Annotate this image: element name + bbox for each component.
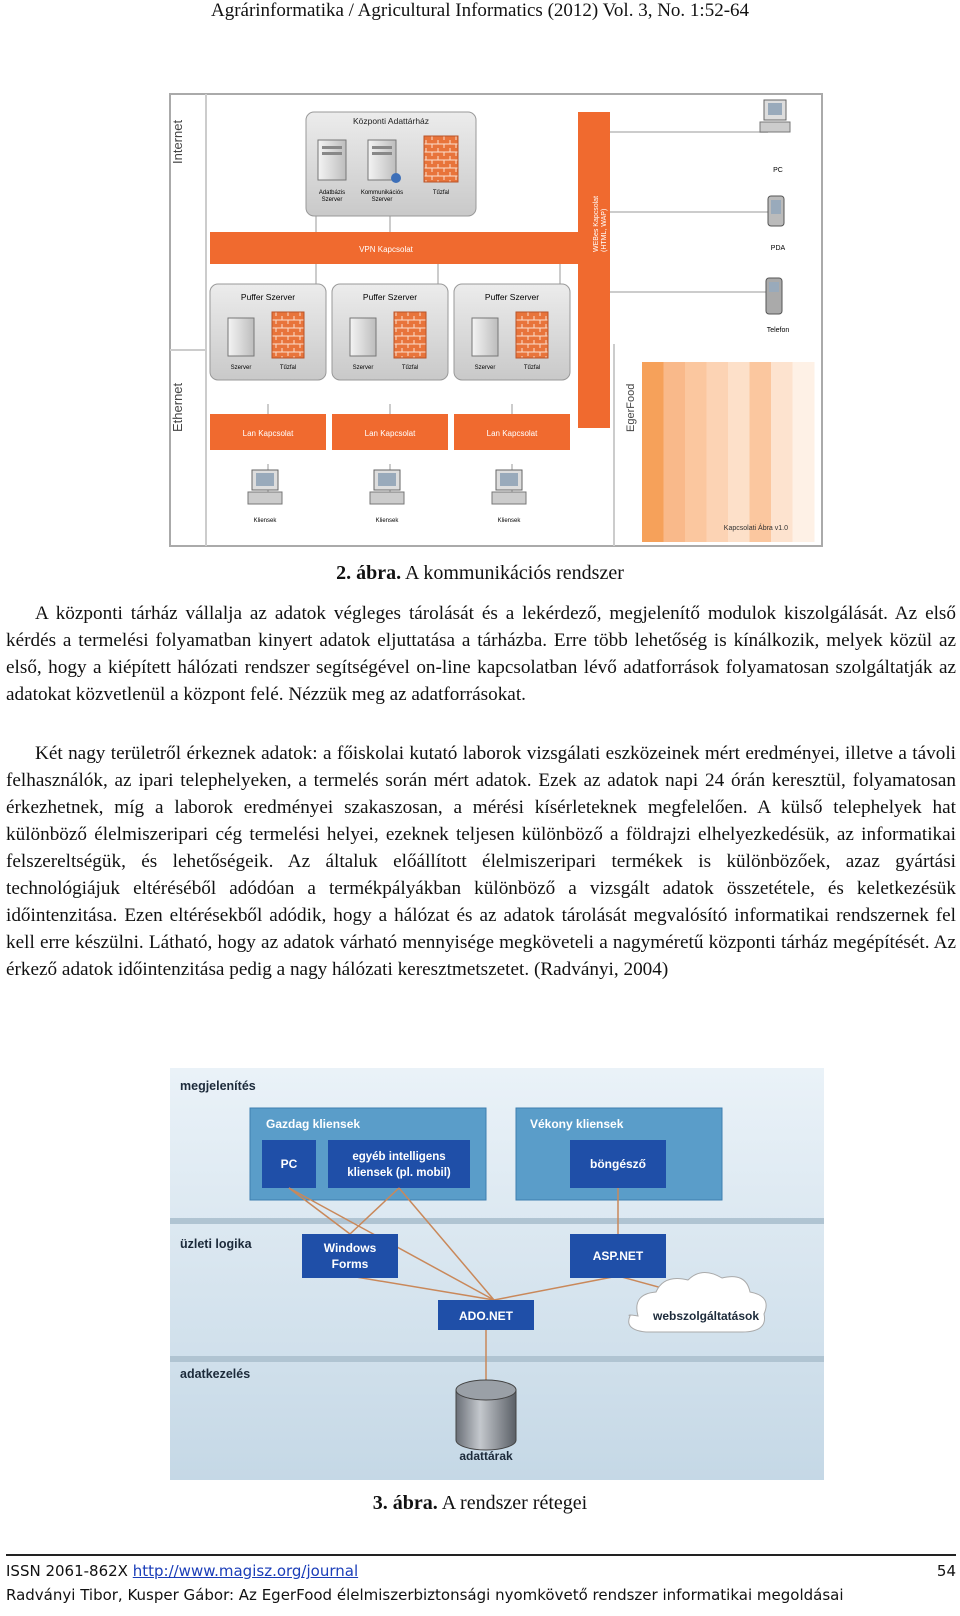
central-firewall-label: Tűzfal <box>432 190 450 196</box>
body-text-1 <box>6 600 956 708</box>
footer-rule <box>6 1554 956 1556</box>
web-connection-label-2: (HTML, WAP) <box>601 208 608 252</box>
pc-device-label: PC <box>773 167 783 174</box>
buffer-server-group-3 <box>454 284 570 380</box>
server-icon <box>472 318 498 356</box>
client-pc-icon <box>248 470 282 504</box>
buffer-server-title: Puffer Szerver <box>362 292 418 302</box>
egerfood-bar <box>664 362 686 542</box>
egerfood-bar <box>750 362 772 542</box>
aspnet-label: ASP.NET <box>592 1249 644 1263</box>
figure1-caption <box>0 562 960 585</box>
egerfood-color-bars <box>642 362 815 542</box>
lan-label: Lan Kapcsolat <box>486 429 538 438</box>
db-server-icon <box>318 140 346 180</box>
pc-box-label: PC <box>280 1157 298 1171</box>
diagram-version-label: Kapcsolati Ábra v1.0 <box>723 525 788 532</box>
pda-device-icon <box>768 196 784 226</box>
client-pc-icon <box>492 470 526 504</box>
web-connection-bar <box>578 112 610 428</box>
server-label: Szerver <box>230 365 252 371</box>
rich-clients-title: Gazdag kliensek <box>266 1117 361 1131</box>
windows-forms-label: Windows <box>323 1241 377 1255</box>
egerfood-bar <box>685 362 707 542</box>
journal-link[interactable]: http://www.magisz.org/journal <box>132 1562 359 1580</box>
mobile-clients-box <box>328 1140 470 1188</box>
footer-line-1 <box>6 1562 956 1580</box>
figure2-number: 3. ábra. <box>372 1492 438 1514</box>
mobile-clients-label: egyéb intelligens <box>352 1151 446 1163</box>
client-label: Kliensek <box>497 518 521 524</box>
comm-server-label: Kommunikációs <box>360 190 404 196</box>
server-label: Szerver <box>352 365 374 371</box>
figure2-caption <box>0 1492 960 1515</box>
firewall-label: Tűzfal <box>523 365 541 371</box>
client-label: Kliensek <box>253 518 277 524</box>
body-text-2 <box>6 740 956 983</box>
egerfood-bar <box>642 362 664 542</box>
adonet-label: ADO.NET <box>459 1309 513 1323</box>
egerfood-bar <box>793 362 815 542</box>
server-label: Szerver <box>474 365 496 371</box>
buffer-server-title: Puffer Szerver <box>484 292 540 302</box>
figure1-title: A kommunikációs rendszer <box>405 562 624 584</box>
firewall-icon <box>394 312 426 358</box>
phone-device-label: Telefon <box>766 327 790 334</box>
paragraph-2: Két nagy területről érkeznek adatok: a főiskolai kutató laborok vizsgálati eszközeinek mért eredményei, illetve a távoli felhasználók, az ipari telephelyeken, a termelés során mért adatok. Ezek az adatok napi 24 órán keresztül, folyamatosan érkezhetnek, míg a laborok eredményei szakaszosan, a mérési kísérleteknek megfelelően. A külső telephelyek hat különböző élelmiszeripari cég termelési helyei, ezeknek teljesen különböző a földrajzi elhelyezkedésük, az informatikai felszereltségük, és lehetőségeik. Az általuk előállított élelmiszeripari termékek is különbözőek, azaz gyártási technológiájuk eltéréséből adódóan a termékpályákban különböző a vizsgált adatok összetétele, és keletkezésük időintenzitása. Ezen eltérésekből adódik, hogy a hálózat és az adatok tárolását megvalósító informatikai rendszernek fel kell erre készülni. Látható, hogy az adatok várható mennyisége megköveteli a nagyméretű központi tárház megépítését. Az érkező adatok időintenzitása pedig a nagy hálózati keresztmetszetet. (Radványi, 2004) <box>6 743 956 980</box>
footer-citation: Radványi Tibor, Kusper Gábor: Az EgerFood élelmiszerbiztonsági nyomkövető rendszer informatikai megoldásai <box>6 1586 844 1604</box>
egerfood-bar <box>728 362 750 542</box>
running-header: Agrárinformatika / Agricultural Informatics (2012) Vol. 3, No. 1:52-64 <box>210 0 750 21</box>
db-server-label-2: Szerver <box>321 197 343 203</box>
thin-clients-title: Vékony kliensek <box>530 1117 624 1131</box>
paragraph-1: A központi tárház vállalja az adatok végleges tárolását és a lekérdező, megjelenítő modulok kiszolgálását. Az első kérdés a termelési folyamatban kinyert adatok eljuttatása a tárházba. Erre több lehetőség is kínálkozik, melyek közül az első, hogy a kiépített hálózati rendszer segítségével on-line kapcsolatban lévő adatforrások folyamatosan szolgáltatják az adatokat közvetlenül a központ felé. Nézzük meg az adatforrásokat. <box>6 603 956 705</box>
pda-device-label: PDA <box>770 245 786 252</box>
webservices-label: webszolgáltatások <box>652 1309 760 1323</box>
egerfood-bar <box>707 362 729 542</box>
db-server-label: Adatbázis <box>318 190 346 196</box>
windows-forms-label-2: Forms <box>331 1257 369 1271</box>
page-number: 54 <box>936 1562 956 1580</box>
layer-business-label: üzleti logika <box>180 1237 252 1251</box>
communication-system-diagram <box>168 92 824 548</box>
buffer-server-group-2 <box>332 284 448 380</box>
issn: ISSN 2061-862X <box>6 1562 128 1580</box>
system-layers-diagram <box>170 1068 824 1480</box>
comm-server-icon <box>368 140 401 183</box>
server-icon <box>350 318 376 356</box>
firewall-label: Tűzfal <box>401 365 419 371</box>
internet-label: Internet <box>170 119 185 164</box>
phone-device-icon <box>766 278 782 314</box>
layer-data-label: adatkezelés <box>180 1367 251 1381</box>
lan-label: Lan Kapcsolat <box>364 429 416 438</box>
firewall-icon <box>424 136 458 182</box>
egerfood-bar <box>771 362 793 542</box>
firewall-icon <box>272 312 304 358</box>
client-label: Kliensek <box>375 518 399 524</box>
buffer-server-title: Puffer Szerver <box>240 292 296 302</box>
central-warehouse-title: Központi Adattárház <box>352 116 430 126</box>
firewall-icon <box>516 312 548 358</box>
server-icon <box>228 318 254 356</box>
client-pc-icon <box>370 470 404 504</box>
figure2-title: A rendszer rétegei <box>441 1492 588 1514</box>
layer-presentation-label: megjelenítés <box>180 1079 256 1093</box>
datastore-label: adattárak <box>459 1449 513 1463</box>
mobile-clients-label-2: kliensek (pl. mobil) <box>347 1167 451 1179</box>
pc-device-icon <box>760 100 790 132</box>
web-connection-label: WEBes Kapcsolat <box>593 195 600 252</box>
vpn-label: VPN Kapcsolat <box>359 245 413 254</box>
ethernet-label: Ethernet <box>170 382 185 432</box>
browser-label: böngésző <box>590 1157 646 1171</box>
buffer-server-group-1 <box>210 284 326 380</box>
figure1-number: 2. ábra. <box>336 562 402 584</box>
lan-label: Lan Kapcsolat <box>242 429 294 438</box>
firewall-label: Tűzfal <box>279 365 297 371</box>
egerfood-label: EgerFood <box>625 383 637 432</box>
comm-server-label-2: Szerver <box>371 197 393 203</box>
